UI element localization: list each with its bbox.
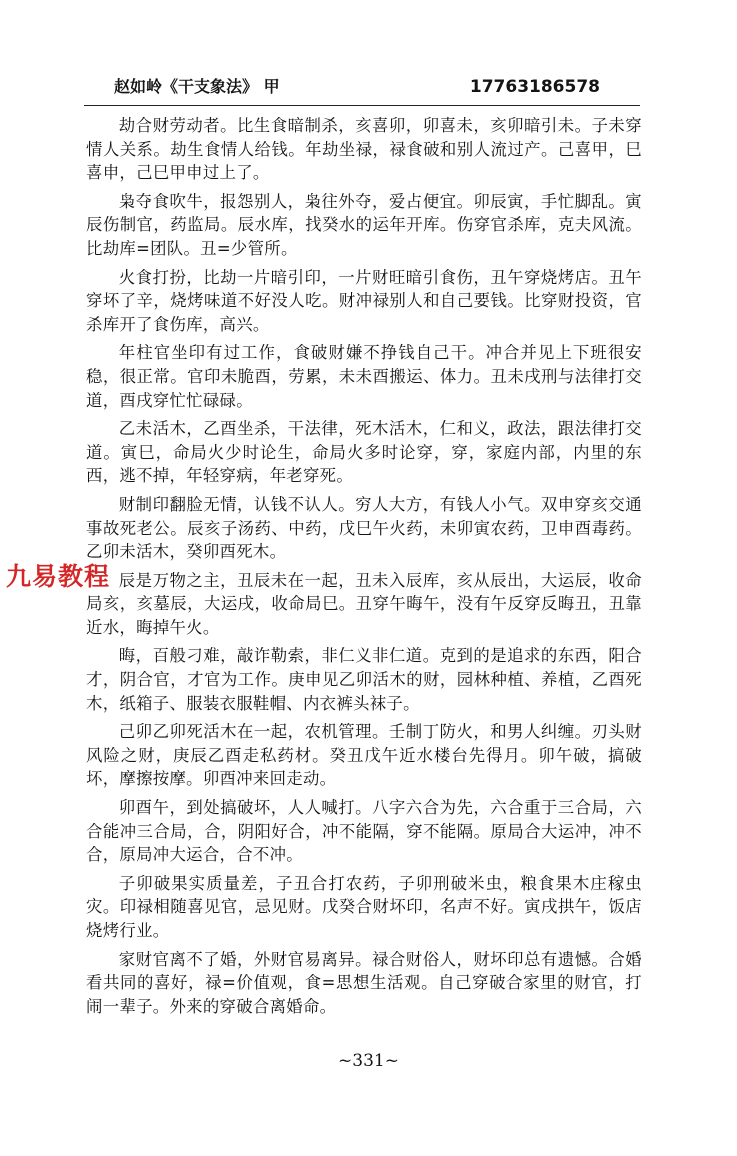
paragraph: 枭夺食吹牛，报怨别人，枭往外夺，爱占便宜。卯辰寅，手忙脚乱。寅辰伤制官，药监局。辰水库，找癸水的运年开库。伤穿官杀库，克夫风流。比劫库=团队。丑=少管所。 bbox=[86, 191, 642, 258]
paragraph: 年柱官坐印有过工作，食破财嫌不挣钱自己干。冲合并见上下班很安稳，很正常。官印未脆酉，劳累，未未酉搬运、体力。丑未戌刑与法律打交道，酉戌穿忙忙碌碌。 bbox=[86, 343, 642, 410]
paragraph: 劫合财劳动者。比生食暗制杀，亥喜卯，卯喜未，亥卯暗引未。子未穿情人关系。劫生食情人给钱。年劫坐禄，禄食破和别人流过产。己喜甲，巳喜申，己巳甲申过上了。 bbox=[86, 116, 642, 183]
paragraph: 晦，百般刁难，敲诈勒索，非仁义非仁道。克到的是追求的东西，阳合才，阴合官，才官为工作。庚申见乙卯活木的财，园林种植、养植，乙酉死木，纸箱子、服装衣服鞋帽、内衣裤头袜子。 bbox=[86, 646, 642, 713]
body-text bbox=[86, 114, 642, 1023]
header-divider bbox=[84, 105, 640, 106]
paragraph: 辰是万物之主，丑辰未在一起，丑未入辰库，亥从辰出，大运辰，收命局亥，亥墓辰，大运戌，收命局巳。丑穿午晦午，没有午反穿反晦丑，丑靠近水，晦掉午火。 bbox=[86, 570, 642, 637]
paragraph: 卯酉午，到处搞破坏，人人喊打。八字六合为先，六合重于三合局，六合能冲三合局，合，阴阳好合，冲不能隔，穿不能隔。原局合大运冲，冲不合，原局冲大运合，合不冲。 bbox=[86, 798, 642, 865]
page-number: ~331~ bbox=[338, 1051, 399, 1071]
header-phone-number: 17763186578 bbox=[469, 77, 600, 97]
header-title: 赵如岭《干支象法》 甲 bbox=[114, 77, 280, 96]
paragraph: 子卯破果实质量差，子丑合打农药，子卯刑破米虫，粮食果木庄稼虫灾。印禄相随喜见官，忌见财。戊癸合财坏印，名声不好。寅戌拱午，饭店烧烤行业。 bbox=[86, 873, 642, 940]
paragraph: 财制印翻脸无情，认钱不认人。穷人大方，有钱人小气。双申穿亥交通事故死老公。辰亥子汤药、中药，戊巳午火药，未卯寅农药，卫申酉毒药。乙卯未活木，癸卯酉死木。 bbox=[86, 494, 642, 562]
paragraph: 己卯乙卯死活木在一起，农机管理。壬制丁防火，和男人纠缠。刃头财风险之财，庚辰乙酉走私药材。癸丑戊午近水楼台先得月。卯午破，搞破坏，摩擦按摩。卯酉冲来回走动。 bbox=[86, 722, 642, 789]
paragraph: 家财官离不了婚，外财官易离异。禄合财俗人，财坏印总有遗憾。合婚看共同的喜好，禄=价值观，食=思想生活观。自己穿破合家里的财官，打闹一辈子。外来的穿破合离婚命。 bbox=[86, 949, 642, 1016]
watermark: 九易教程 bbox=[6, 562, 111, 591]
page-header bbox=[92, 76, 640, 102]
paragraph: 乙未活木，乙酉坐杀，干法律，死木活木，仁和义，政法，跟法律打交道。寅巳，命局火少时论生，命局火多时论穿，穿，家庭内部，内里的东西，逃不掉，年轻穿病，年老穿死。 bbox=[86, 419, 642, 486]
paragraph: 火食打扮，比劫一片暗引印，一片财旺暗引食伤，丑午穿烧烤店。丑午穿坏了辛，烧烤味道不好没人吃。财冲禄别人和自己要钱。比穿财投资，官杀库开了食伤库，高兴。 bbox=[86, 267, 642, 334]
